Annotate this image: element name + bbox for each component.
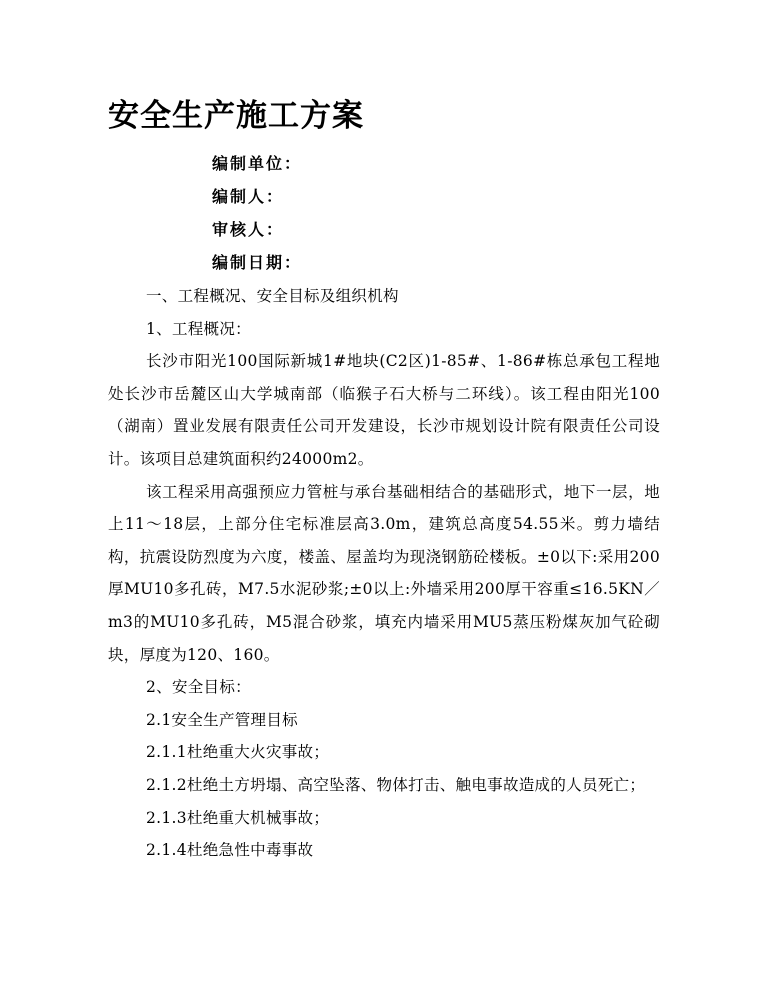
document-title: 安全生产施工方案 [108, 98, 364, 134]
body-paragraph: 该工程采用高强预应力管桩与承台基础相结合的基础形式，地下一层，地上11～18层，上部分住宅标准层高3.0m，建筑总高度54.55米。剪力墙结构，抗震设防烈度为六度，楼盖、屋盖均为现浇钢筋砼楼板。±0以下:采用200厚MU10多孔砖，M7.5水泥砂浆;±0以上:外墙采用200厚干容重≤16.5KN／m3的MU10多孔砖，M5混合砂浆，填充内墙采用MU5蒸压粉煤灰加气砼砌块，厚度为120、160。 [108, 482, 660, 664]
list-item: 2.1.1杜绝重大火灾事故； [146, 743, 330, 762]
list-item: 2.1安全生产管理目标 [146, 710, 298, 729]
subsection-heading: 1、工程概况： [146, 319, 251, 338]
list-item: 2.1.2杜绝土方坍塌、高空坠落、物体打击、触电事故造成的人员死亡； [146, 775, 646, 794]
subsection-heading: 2、安全目标： [146, 678, 251, 697]
document-body [108, 280, 660, 867]
meta-compile-date: 编制日期： [212, 253, 303, 272]
meta-compiler: 编制人： [212, 187, 285, 206]
list-item: 2.1.4杜绝急性中毒事故 [146, 841, 314, 860]
section-heading: 一、工程概况、安全目标及组织机构 [146, 287, 399, 305]
body-paragraph: 长沙市阳光100国际新城1#地块(C2区)1-85#、1-86#栋总承包工程地处长沙市岳麓区山大学城南部（临猴子石大桥与二环线）。该工程由阳光100（湖南）置业发展有限责任公司开发建设，长沙市规划设计院有限责任公司设计。该项目总建筑面积约24000m2。 [108, 352, 660, 468]
meta-compiling-unit: 编制单位： [212, 154, 303, 173]
meta-reviewer: 审核人： [212, 220, 285, 239]
list-item: 2.1.3杜绝重大机械事故； [146, 808, 330, 827]
